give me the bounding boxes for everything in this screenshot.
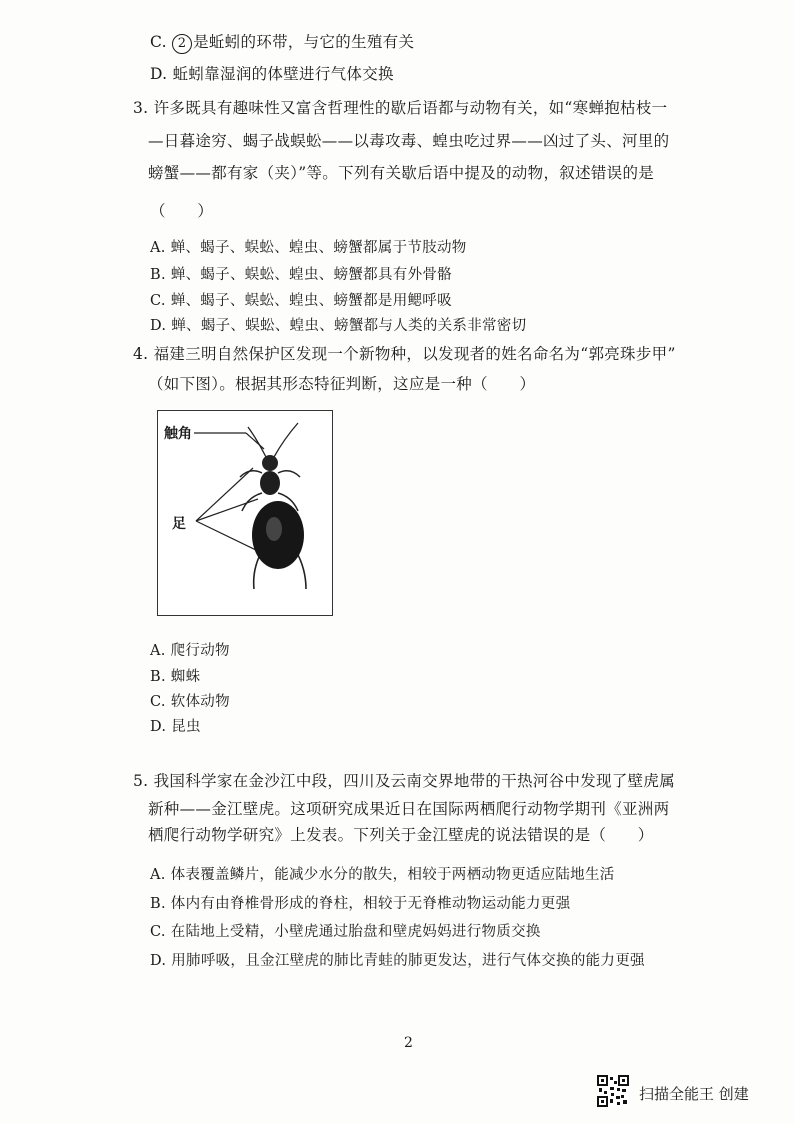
q4-option-a: A. 爬行动物 (150, 643, 230, 659)
q5-stem-line2: 新种——金江壁虎。这项研究成果近日在国际两栖爬行动物学期刊《亚洲两 (148, 800, 670, 818)
q5-stem-line3: 栖爬行动物学研究》上发表。下列关于金江壁虎的说法错误的是（ ） (148, 826, 654, 844)
q3-option-b: B. 蝉、蝎子、蜈蚣、蝗虫、螃蟹都具有外骨骼 (150, 267, 452, 283)
scanner-watermark (597, 1075, 777, 1109)
prev-option-c: C. 2 是蚯蚓的环带，与它的生殖有关 (150, 30, 414, 54)
qr-code-icon (597, 1075, 629, 1107)
q3-option-c: C. 蝉、蝎子、蜈蚣、蝗虫、螃蟹都是用鳃呼吸 (150, 293, 452, 309)
watermark-text: 扫描全能王 创建 (639, 1085, 749, 1103)
prev-option-d: D. 蚯蚓靠湿润的体壁进行气体交换 (150, 65, 394, 83)
beetle-figure (157, 410, 333, 616)
q3-answer-blank: （ ） (150, 202, 214, 220)
q3-stem-line1: 3. 许多既具有趣味性又富含哲理性的歇后语都与动物有关，如“寒蝉抱枯枝一 (133, 99, 668, 117)
antenna-label: 触角 (164, 426, 192, 442)
page-number: 2 (404, 1035, 413, 1051)
q4-option-d: D. 昆虫 (150, 719, 201, 735)
q4-option-c: C. 软体动物 (150, 694, 230, 710)
q4-stem-line1: 4. 福建三明自然保护区发现一个新物种，以发现者的姓名命名为“郭亮珠步甲” (133, 345, 676, 363)
q3-option-d: D. 蝉、蝎子、蜈蚣、蝗虫、螃蟹都与人类的关系非常密切 (150, 318, 527, 334)
beetle-illustration (158, 411, 332, 615)
q4-stem-line2: （如下图）。根据其形态特征判断，这应是一种（ ） (148, 375, 536, 393)
leg-label: 足 (172, 516, 186, 532)
q5-option-c: C. 在陆地上受精，小壁虎通过胎盘和壁虎妈妈进行物质交换 (150, 924, 541, 940)
q5-option-d: D. 用肺呼吸，且金江壁虎的肺比青蛙的肺更发达，进行气体交换的能力更强 (150, 953, 645, 969)
q5-option-a: A. 体表覆盖鳞片，能减少水分的散失，相较于两栖动物更适应陆地生活 (150, 867, 615, 883)
q3-option-a: A. 蝉、蝎子、蜈蚣、蝗虫、螃蟹都属于节肢动物 (150, 240, 467, 256)
q3-stem-line3: 螃蟹——都有家（夹）”等。下列有关歇后语中提及的动物，叙述错误的是 (148, 164, 655, 182)
circled-number-marker: 2 (172, 34, 192, 54)
q5-option-b: B. 体内有由脊椎骨形成的脊柱，相较于无脊椎动物运动能力更强 (150, 896, 571, 912)
q4-option-b: B. 蜘蛛 (150, 669, 201, 685)
q3-stem-line2: —日暮途穷、蝎子战蜈蚣——以毒攻毒、蝗虫吃过界——凶过了头、河里的 (148, 132, 670, 150)
q5-stem-line1: 5. 我国科学家在金沙江中段，四川及云南交界地带的干热河谷中发现了壁虎属 (133, 772, 676, 790)
